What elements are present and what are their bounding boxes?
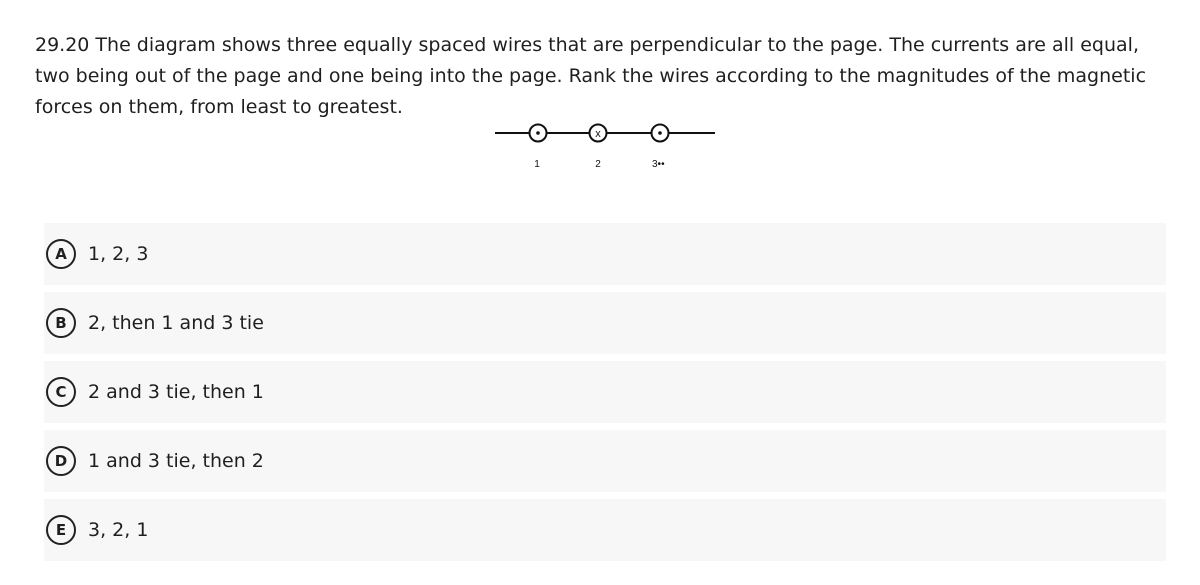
wire-2-into-page-icon [590, 125, 607, 142]
wire-1-out-of-page-icon [530, 125, 547, 142]
option-c-text: 2 and 3 tie, then 1 [88, 381, 264, 403]
wire-label-1: 1 [534, 159, 540, 170]
option-b-letter-badge: B [46, 308, 76, 338]
wire-3-out-of-page-icon [652, 125, 669, 142]
option-c-letter-badge: C [46, 377, 76, 407]
option-e-letter-badge: E [46, 515, 76, 545]
wire-2-x-mark: x [595, 128, 601, 140]
option-a[interactable] [44, 223, 1166, 285]
wires-diagram [490, 118, 720, 178]
option-a-letter-badge: A [46, 239, 76, 269]
option-d-letter-badge: D [46, 446, 76, 476]
option-e-text: 3, 2, 1 [88, 519, 149, 541]
answer-options [44, 223, 1166, 568]
wire-label-3: 3•• [652, 159, 665, 170]
option-e[interactable] [44, 499, 1166, 561]
option-b[interactable] [44, 292, 1166, 354]
option-c[interactable] [44, 361, 1166, 423]
option-a-text: 1, 2, 3 [88, 243, 149, 265]
option-d[interactable] [44, 430, 1166, 492]
wire-label-2: 2 [595, 159, 601, 170]
question-text: 29.20 The diagram shows three equally spaced wires that are perpendicular to the page. The currents are all equal, two being out of the page and one being into the page. Rank the wires according to the magnitudes of the magnetic forces on them, from least to greatest. [35, 34, 1147, 118]
option-b-text: 2, then 1 and 3 tie [88, 312, 264, 334]
option-d-text: 1 and 3 tie, then 2 [88, 450, 264, 472]
